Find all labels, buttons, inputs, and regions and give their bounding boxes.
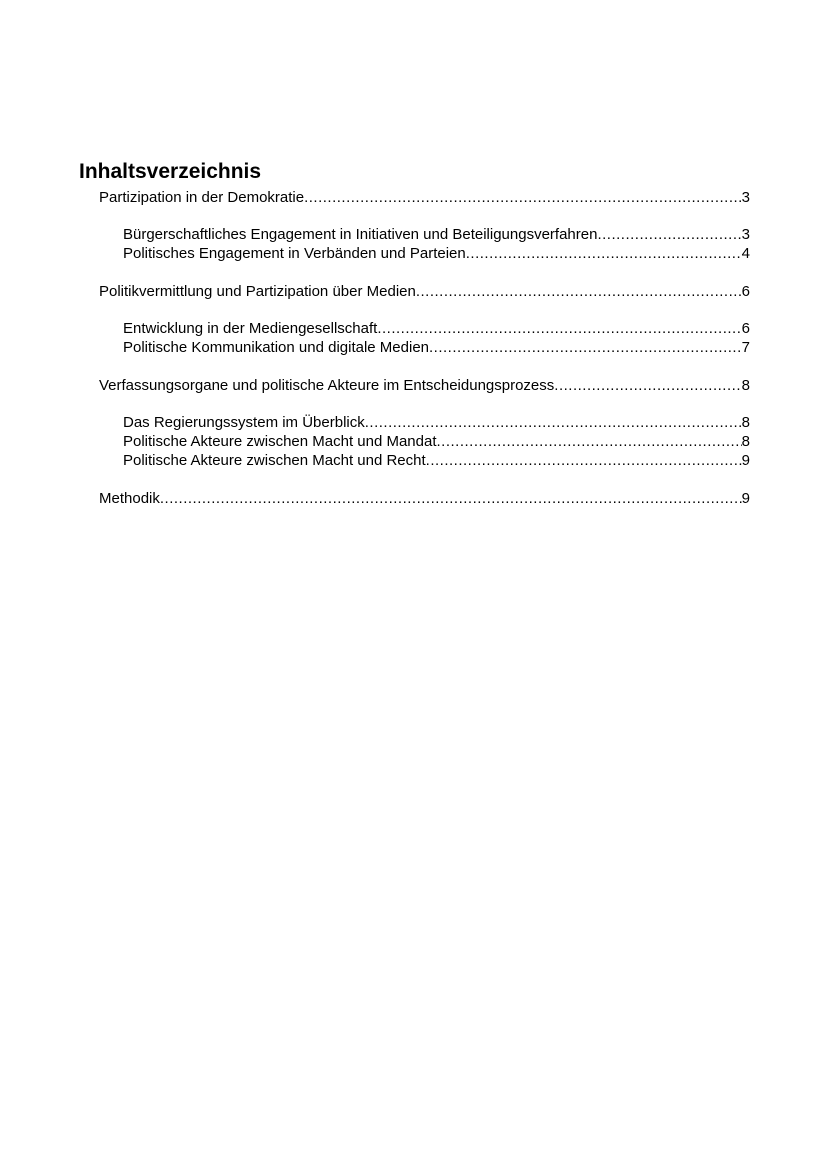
toc-entry-label: Bürgerschaftliches Engagement in Initiativen und Beteiligungsverfahren	[123, 226, 598, 243]
toc-entry-section[interactable]	[99, 376, 750, 395]
toc-page-number: 8	[741, 377, 750, 394]
toc-entry-subsection[interactable]	[123, 225, 750, 244]
toc-page-number: 7	[741, 339, 750, 356]
toc-page-number: 3	[741, 226, 750, 243]
toc-entry-label: Methodik	[99, 490, 160, 507]
toc-entry-label: Partizipation in der Demokratie	[99, 189, 305, 206]
toc-page-number: 8	[741, 433, 750, 450]
toc-entry-label: Politische Akteure zwischen Macht und Mandat	[123, 433, 437, 450]
toc-sublist	[79, 319, 750, 357]
toc-page-number: 8	[741, 414, 750, 431]
toc-entry-label: Verfassungsorgane und politische Akteure im Entscheidungsprozess	[99, 377, 555, 394]
toc-entry-label: Das Regierungssystem im Überblick	[123, 414, 365, 431]
toc-entry-subsection[interactable]	[123, 244, 750, 263]
toc-section	[79, 188, 750, 263]
toc-dot-leader	[554, 376, 741, 395]
toc-entry-subsection[interactable]	[123, 338, 750, 357]
toc-section	[79, 282, 750, 357]
toc-entry-subsection[interactable]	[123, 413, 750, 432]
toc-entry-label: Politische Akteure zwischen Macht und Recht	[123, 452, 426, 469]
toc-entry-label: Politische Kommunikation und digitale Medien	[123, 339, 430, 356]
toc-entry-subsection[interactable]	[123, 319, 750, 338]
toc-dot-leader	[416, 282, 742, 301]
toc-title: Inhaltsverzeichnis	[79, 160, 262, 183]
toc-page-number: 6	[741, 320, 750, 337]
toc-page-number: 9	[741, 490, 750, 507]
toc-dot-leader	[426, 451, 742, 470]
toc-dot-leader	[597, 225, 741, 244]
toc-entry-label: Politikvermittlung und Partizipation über Medien	[99, 283, 416, 300]
toc-entry-label: Entwicklung in der Mediengesellschaft	[123, 320, 378, 337]
toc-sublist	[79, 225, 750, 263]
toc-dot-leader	[429, 338, 742, 357]
toc-sublist	[79, 413, 750, 470]
toc-entry-section[interactable]	[99, 188, 750, 207]
toc-section	[79, 489, 750, 508]
toc-entry-subsection[interactable]	[123, 432, 750, 451]
toc-page-number: 3	[741, 189, 750, 206]
toc-page-number: 6	[741, 283, 750, 300]
toc-section	[79, 376, 750, 470]
toc-entry-label: Politisches Engagement in Verbänden und Parteien	[123, 245, 466, 262]
toc-page-number: 4	[741, 245, 750, 262]
toc-dot-leader	[365, 413, 742, 432]
toc-dot-leader	[437, 432, 742, 451]
toc-dot-leader	[160, 489, 742, 508]
toc-entry-subsection[interactable]	[123, 451, 750, 470]
toc-page-number: 9	[741, 452, 750, 469]
toc-entry-section[interactable]	[99, 489, 750, 508]
toc-dot-leader	[466, 244, 742, 263]
toc-dot-leader	[377, 319, 741, 338]
toc-entry-section[interactable]	[99, 282, 750, 301]
table-of-contents	[79, 158, 750, 508]
toc-dot-leader	[304, 188, 742, 207]
